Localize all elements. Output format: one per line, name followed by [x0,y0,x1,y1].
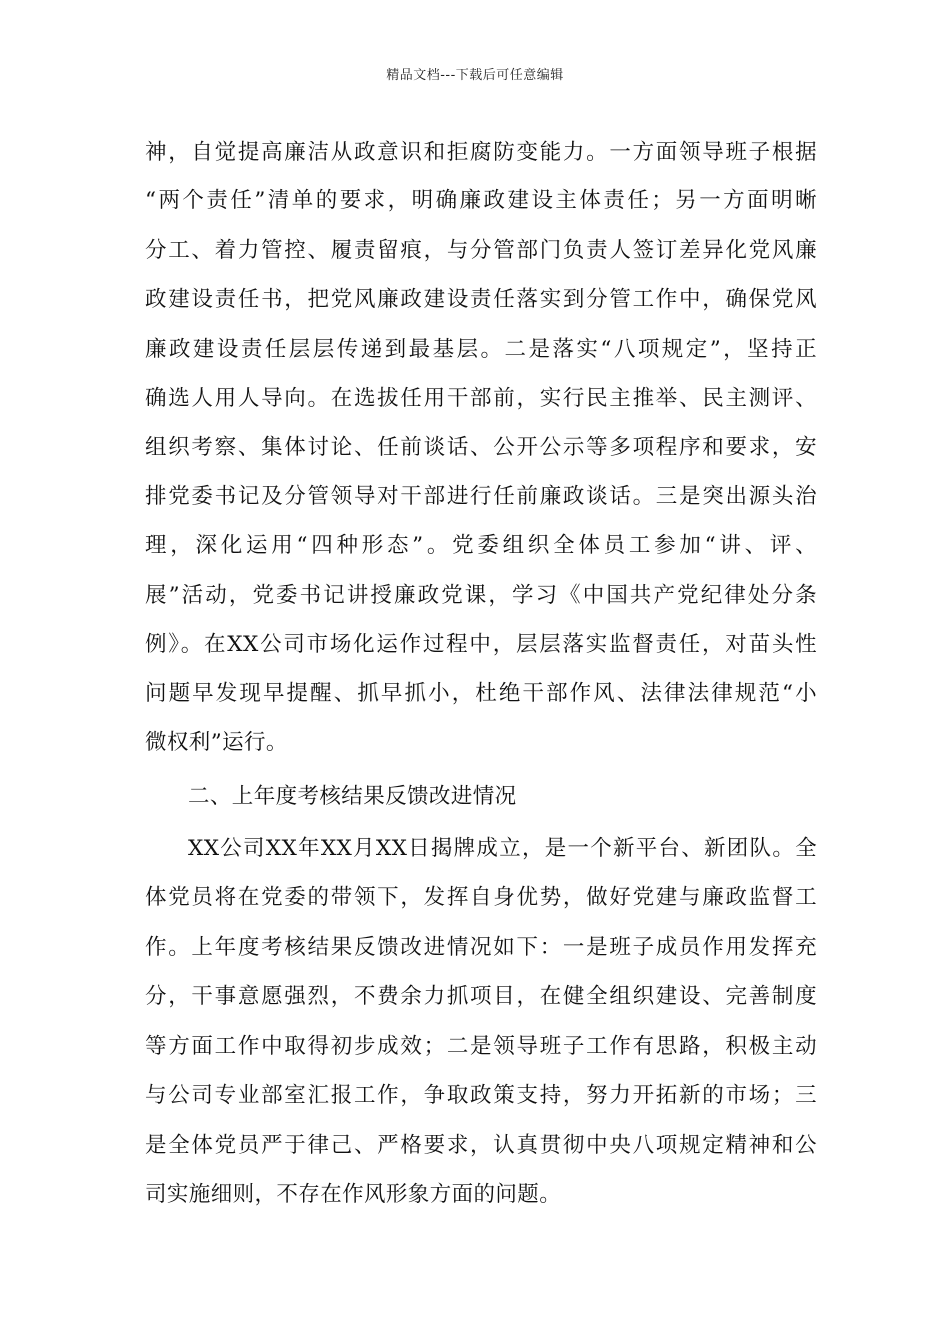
section-heading: 二、上年度考核结果反馈改进情况 [188,784,517,809]
paragraph-line: 作。上年度考核结果反馈改进情况如下：一是班子成员作用发挥充 [145,935,817,960]
paragraph-line: 分工、着力管控、履责留痕，与分管部门负责人签订差异化党风廉 [145,238,817,263]
paragraph-line: 廉政建设责任层层传递到最基层。二是落实“八项规定”，坚持正 [145,337,817,362]
paragraph-line: 是全体党员严于律己、严格要求，认真贯彻中央八项规定精神和公 [145,1133,817,1158]
paragraph-line: 等方面工作中取得初步成效；二是领导班子工作有思路，积极主动 [145,1034,817,1059]
paragraph-line: 微权利”运行。 [145,730,288,755]
paragraph-line: 展”活动，党委书记讲授廉政党课，学习《中国共产党纪律处分条 [145,583,817,608]
paragraph-line: 神，自觉提高廉洁从政意识和拒腐防变能力。一方面领导班子根据 [145,140,817,165]
paragraph-line: 确选人用人导向。在选拔任用干部前，实行民主推举、民主测评、 [145,386,817,411]
paragraph-line: 理，深化运用“四种形态”。党委组织全体员工参加“讲、评、 [145,533,817,558]
paragraph-line: 问题早发现早提醒、抓早抓小，杜绝干部作风、法律法律规范“小 [145,681,817,706]
paragraph-line: 体党员将在党委的带领下，发挥自身优势，做好党建与廉政监督工 [145,885,817,910]
page-header: 精品文档---下载后可任意编辑 [386,68,564,83]
paragraph-line: 司实施细则，不存在作风形象方面的问题。 [145,1182,562,1207]
paragraph-line: 例》。在XX公司市场化运作过程中，层层落实监督责任，对苗头性 [145,632,817,657]
paragraph-line: “两个责任”清单的要求，明确廉政建设主体责任；另一方面明晰 [145,188,817,213]
paragraph-line: XX公司XX年XX月XX日揭牌成立，是一个新平台、新团队。全 [188,836,817,861]
paragraph-line: 排党委书记及分管领导对干部进行任前廉政谈话。三是突出源头治 [145,484,817,509]
paragraph-line: 与公司专业部室汇报工作，争取政策支持，努力开拓新的市场；三 [145,1083,817,1108]
paragraph-line: 分，干事意愿强烈，不费余力抓项目，在健全组织建设、完善制度 [145,984,817,1009]
paragraph-line: 政建设责任书，把党风廉政建设责任落实到分管工作中，确保党风 [145,287,817,312]
paragraph-line: 组织考察、集体讨论、任前谈话、公开公示等多项程序和要求，安 [145,435,817,460]
